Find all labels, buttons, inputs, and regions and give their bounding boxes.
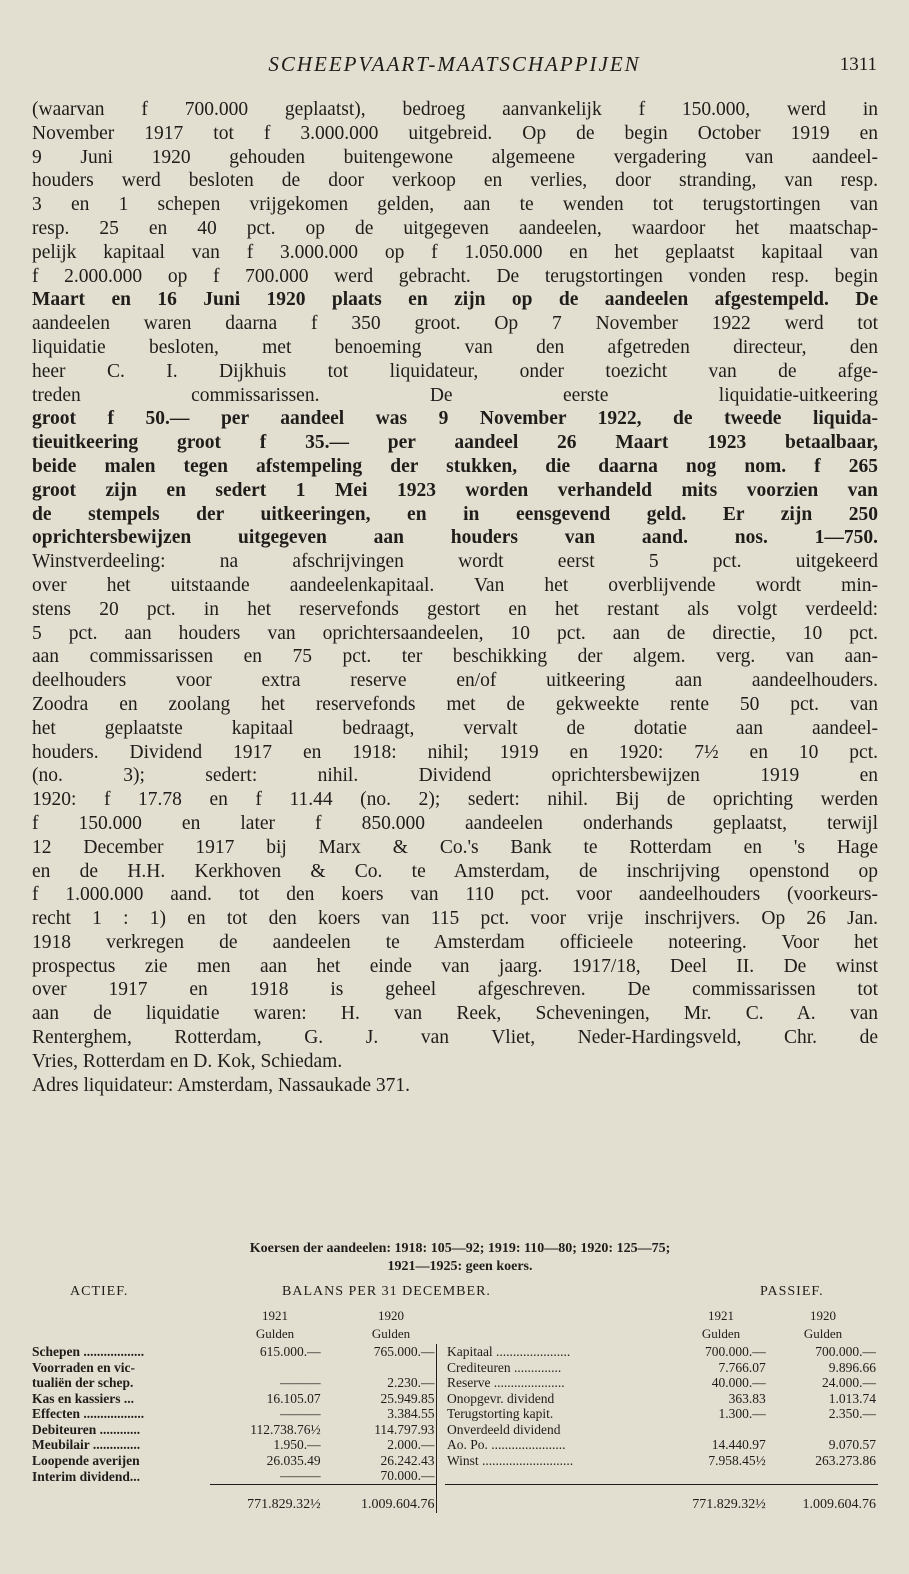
passief-label: Onverdeeld dividend [446, 1421, 561, 1437]
actief-value-1921: 112.738.76½ [250, 1421, 321, 1437]
actief-value-1921: ——— [280, 1406, 321, 1421]
text-line: treden commissarissen. De eerste liquidatie-uitkeering [32, 384, 878, 406]
actief-value-1920: 2.230.— [387, 1375, 435, 1390]
unit-header: Gulden [255, 1326, 295, 1341]
unit-headers [30, 1326, 878, 1344]
text-line: groot zijn en sedert 1 Mei 1923 worden verhandeld mits voorzien van [32, 479, 878, 501]
year-header: 1921 [262, 1308, 288, 1323]
text-line: over het uitstaande aandeelenkapitaal. Van het overblijvende wordt min- [32, 574, 878, 596]
koersen-line: Koersen der aandeelen: 1918: 105—92; 1919: 110—80; 1920: 125—75; [249, 1241, 671, 1256]
passief-value-1920: 24.000.— [822, 1375, 876, 1390]
text-line: f 1.000.000 aand. tot den koers van 110 pct. voor aandeelhouders (voorkeurs- [32, 884, 878, 906]
text-line: de stempels der uitkeeringen, en in eensgevend geld. Er zijn 250 [32, 503, 878, 525]
text-line: recht 1 : 1) en tot den koers van 115 pct. voor vrije inschrijvers. Op 26 Jan. [32, 908, 878, 930]
actief-value-1920: 26.242.43 [380, 1452, 435, 1468]
table-row [30, 1360, 878, 1376]
text-line: 1918 verkregen de aandeelen te Amsterdam officieele noteering. Voor het [32, 931, 878, 953]
passief-value-1921: 7.958.45½ [708, 1452, 766, 1468]
text-line: stens 20 pct. in het reservefonds gestort en het restant als volgt verdeeld: [32, 598, 878, 620]
passief-value-1920: 263.273.86 [815, 1452, 876, 1468]
passief-value-1920 [768, 1468, 878, 1484]
actief-label: Effecten .................. [32, 1406, 145, 1421]
text-line: houders. Dividend 1917 en 1918: nihil; 1919 en 1920: 7½ en 10 pct. [32, 741, 878, 763]
actief-label: Interim dividend... [32, 1468, 141, 1484]
text-line: beide malen tegen afstempeling der stukken, die daarna nog nom. f 265 [32, 455, 878, 477]
passief-label: Onopgevr. dividend [446, 1390, 555, 1406]
text-line: aandeelen waren daarna f 350 groot. Op 7 November 1922 werd tot [32, 313, 878, 335]
table-row [30, 1406, 878, 1422]
text-line: het geplaatste kapitaal bedraagt, vervalt de dotatie aan aandeel- [32, 717, 878, 739]
column-divider [437, 1344, 445, 1360]
column-divider [437, 1422, 445, 1438]
column-divider [437, 1437, 445, 1453]
running-title: SCHEEPVAART-MAATSCHAPPIJEN [268, 52, 641, 76]
passief-label: Reserve ..................... [446, 1375, 565, 1390]
text-line: liquidatie besloten, met benoeming van den afgetreden directeur, den [32, 336, 878, 358]
text-line: aan de liquidatie waren: H. van Reek, Scheveningen, Mr. C. A. van [32, 1003, 878, 1025]
year-header: 1920 [810, 1308, 836, 1323]
column-divider [437, 1468, 445, 1484]
passief-value-1920: 1.013.74 [828, 1390, 876, 1406]
table-row [30, 1375, 878, 1391]
actief-value-1920 [323, 1360, 437, 1376]
text-line: resp. 25 en 40 pct. op de uitgegeven aandeelen, waardoor het maatschap- [32, 217, 878, 239]
text-line: f 2.000.000 op f 700.000 werd gebracht. De terugstortingen vonden resp. begin [32, 265, 878, 287]
column-divider [437, 1406, 445, 1422]
total-passief-1920: 1.009.604.76 [768, 1484, 878, 1513]
page-number: 1311 [839, 54, 877, 75]
text-line: 3 en 1 schepen vrijgekomen gelden, aan te wenden tot terugstortingen van [32, 194, 878, 216]
balance-title: BALANS PER 31 DECEMBER. [282, 1284, 491, 1299]
text-line: November 1917 tot f 3.000.000 uitgebreid. Op de begin October 1919 en [32, 122, 878, 144]
text-line: groot f 50.— per aandeel was 9 November 1922, de tweede liquida- [32, 408, 878, 430]
actief-label: Debiteuren ............ [32, 1421, 141, 1437]
total-actief-1920: 1.009.604.76 [323, 1484, 437, 1513]
table-row [30, 1468, 878, 1484]
passief-label: Terugstorting kapit. [446, 1406, 554, 1421]
text-line: 9 Juni 1920 gehouden buitengewone algemeene vergadering van aandeel- [32, 146, 878, 168]
text-line: f 150.000 en later f 850.000 aandeelen onderhands geplaatst, terwijl [32, 812, 878, 834]
unit-header: Gulden [803, 1326, 843, 1341]
actief-value-1920: 25.949.85 [380, 1390, 435, 1406]
actief-value-1920: 70.000.— [380, 1468, 435, 1483]
actief-value-1920: 3.384.55 [387, 1406, 435, 1421]
total-passief-1921: 771.829.32½ [649, 1484, 767, 1513]
text-line: pelijk kapitaal van f 3.000.000 op f 1.050.000 en het geplaatst kapitaal van [32, 241, 878, 263]
balance-header [30, 1284, 878, 1308]
actief-label: Meubilair .............. [32, 1437, 141, 1452]
text-line: Zoodra en zoolang het reservefonds met de gekweekte rente 50 pct. van [32, 693, 878, 715]
passief-value-1921: 14.440.97 [711, 1437, 766, 1452]
table-row [30, 1391, 878, 1407]
address-line: Adres liquidateur: Amsterdam, Nassaukade 371. [32, 1074, 410, 1096]
passief-label: Winst ........................... [446, 1452, 574, 1468]
passief-title: PASSIEF. [760, 1284, 824, 1299]
actief-value-1920: 114.797.93 [374, 1421, 435, 1437]
passief-value-1920: 9.070.57 [828, 1437, 876, 1452]
text-line: (no. 3); sedert: nihil. Dividend oprichtersbewijzen 1919 en [32, 765, 878, 787]
text-line: houders werd besloten de door verkoop en verlies, door stranding, van resp. [32, 170, 878, 192]
passief-value-1921 [649, 1468, 767, 1484]
actief-label: Loopende averijen [32, 1452, 140, 1468]
actief-label: Kas en kassiers ... [32, 1390, 135, 1406]
text-line: tieuitkeering groot f 35.— per aandeel 26 Maart 1923 betaalbaar, [32, 432, 878, 454]
passief-value-1920: 9.896.66 [828, 1359, 876, 1375]
actief-title: ACTIEF. [70, 1284, 129, 1299]
balance-sheet [30, 1284, 878, 1513]
year-header: 1921 [708, 1308, 734, 1323]
actief-value-1921: ——— [280, 1468, 321, 1483]
passief-label [445, 1468, 649, 1484]
passief-value-1921 [649, 1422, 767, 1438]
text-line: Vries, Rotterdam en D. Kok, Schiedam. [32, 1050, 343, 1072]
text-line: Maart en 16 Juni 1920 plaats en zijn op de aandeelen afgestempeld. De [32, 289, 878, 311]
passief-value-1920 [768, 1422, 878, 1438]
text-line: Renterghem, Rotterdam, G. J. van Vliet, Neder-Hardingsveld, Chr. de [32, 1027, 878, 1049]
actief-value-1921 [210, 1360, 322, 1376]
text-line: 5 pct. aan houders van oprichtersaandeelen, 10 pct. aan de directie, 10 pct. [32, 622, 878, 644]
text-line: Winstverdeeling: na afschrijvingen wordt eerst 5 pct. uitgekeerd [32, 551, 878, 573]
table-row [30, 1453, 878, 1469]
text-line: prospectus zie men aan het einde van jaarg. 1917/18, Deel II. De winst [32, 955, 878, 977]
text-line: heer C. I. Dijkhuis tot liquidateur, onder toezicht van de afge- [32, 360, 878, 382]
year-headers [30, 1308, 878, 1326]
table-row [30, 1344, 878, 1360]
koersen-line: 1921—1925: geen koers. [387, 1259, 533, 1274]
table-row [30, 1422, 878, 1438]
unit-header: Gulden [371, 1326, 411, 1341]
text-line: 12 December 1917 bij Marx & Co.'s Bank te Rotterdam en 's Hage [32, 836, 878, 858]
body-text [32, 98, 878, 1097]
passief-label: Crediteuren .............. [446, 1359, 562, 1375]
actief-label: tualiën der schep. [32, 1375, 134, 1390]
actief-value-1921: 26.035.49 [266, 1452, 321, 1468]
year-header: 1920 [378, 1308, 404, 1323]
passief-value-1920: 700.000.— [815, 1344, 876, 1359]
text-line: (waarvan f 700.000 geplaatst), bedroeg aanvankelijk f 150.000, werd in [32, 99, 878, 120]
text-line: en de H.H. Kerkhoven & Co. te Amsterdam, de inschrijving openstond op [32, 860, 878, 882]
actief-value-1921: ——— [280, 1375, 321, 1390]
page-header [30, 52, 879, 82]
actief-value-1921: 615.000.— [259, 1344, 321, 1359]
actief-value-1921: 16.105.07 [266, 1390, 321, 1406]
passief-value-1920: 2.350.— [828, 1406, 876, 1421]
column-divider [437, 1360, 445, 1376]
table-row [30, 1437, 878, 1453]
passief-value-1921: 1.300.— [718, 1406, 766, 1421]
actief-value-1920: 765.000.— [373, 1344, 435, 1359]
column-divider [437, 1453, 445, 1469]
actief-value-1921: 1.950.— [273, 1437, 321, 1452]
text-line: 1920: f 17.78 en f 11.44 (no. 2); sedert: nihil. Bij de oprichting werden [32, 789, 878, 811]
passief-value-1921: 40.000.— [711, 1375, 766, 1390]
text-line: over 1917 en 1918 is geheel afgeschreven. De commissarissen tot [32, 979, 878, 1001]
actief-value-1920: 2.000.— [387, 1437, 435, 1452]
actief-label: Voorraden en vic- [32, 1359, 135, 1375]
column-divider [437, 1391, 445, 1407]
actief-label: Schepen .................. [32, 1344, 145, 1359]
balance-table [30, 1344, 878, 1513]
text-line: deelhouders voor extra reserve en/of uitkeering aan aandeelhouders. [32, 670, 878, 692]
koersen-block [120, 1240, 800, 1276]
passief-value-1921: 363.83 [728, 1390, 766, 1406]
totals-row [30, 1484, 878, 1513]
column-divider [437, 1375, 445, 1391]
text-line: aan commissarissen en 75 pct. ter beschikking der algem. verg. van aan- [32, 646, 878, 668]
passief-value-1921: 7.766.07 [718, 1359, 766, 1375]
passief-label: Kapitaal ...................... [446, 1344, 571, 1359]
passief-value-1921: 700.000.— [704, 1344, 766, 1359]
total-actief-1921: 771.829.32½ [210, 1484, 322, 1513]
unit-header: Gulden [701, 1326, 741, 1341]
text-line: oprichtersbewijzen uitgegeven aan houders van aand. nos. 1—750. [32, 527, 878, 549]
passief-label: Ao. Po. ...................... [446, 1437, 566, 1452]
